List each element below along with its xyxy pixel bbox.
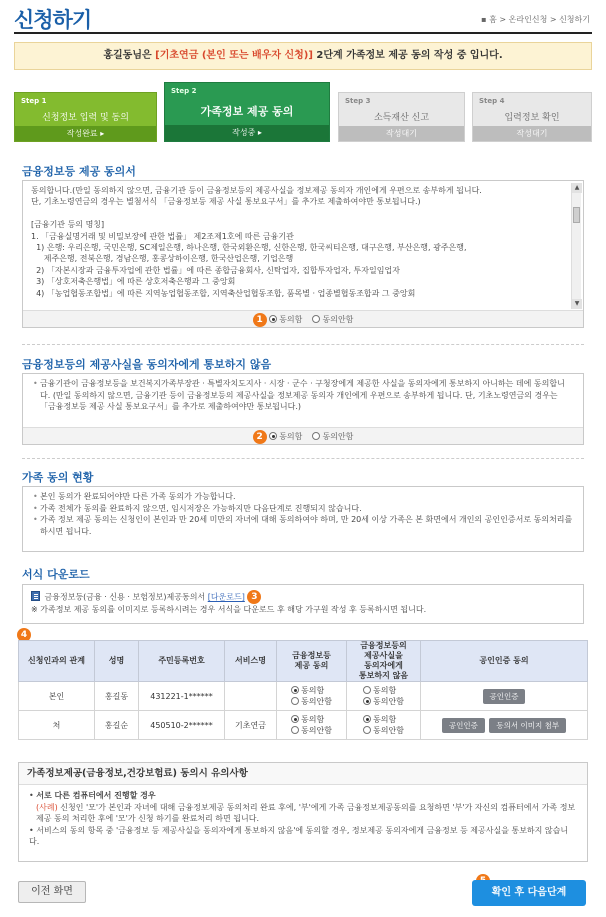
agree-radio[interactable] [363,715,396,724]
callout-badge-4: 4 [17,628,31,642]
family-status-box [22,486,584,552]
scroll-thumb[interactable] [573,207,580,223]
consent1-agree-radio[interactable] [269,315,302,324]
cell-financial-consent [277,682,347,711]
callout-badge-2: 2 [253,430,267,444]
radio-label: 동의안함 [322,315,354,324]
radio-icon [363,715,371,723]
consent1-line [31,208,563,219]
step-3 [338,92,465,142]
disagree-radio[interactable] [291,697,332,706]
agree-radio[interactable] [363,686,396,695]
consent2-agree-radio[interactable] [269,432,302,441]
caution-item: 서비스의 동의 항목 중 '금융정보 등 제공사실을 동의자에게 통보하지 않음'에 동의할 경우, 정보제공 동의자에게 금융정보 등 제공사실을 통보하지 않습니다. [29,825,569,846]
list-item: • 가족 전체가 동의를 완료하지 않으면, 임시저장은 가능하지만 다음단계로 진행되지 않습니다. [33,503,573,515]
consent1-line: 1) 은행: 우리은행, 국민은행, SC제일은행, 하나은행, 한국외환은행, 신한은행, 한국씨티은행, 대구은행, 부산은행, 광주은행, [31,243,467,253]
caution-example-label: (사례) [36,802,58,812]
consent1-line: 2) 「자본시장과 금융투자업에 관한 법률」에 따른 종합금융회사, 신탁업자, 집합투자업자, 투자일임업자 [31,265,400,275]
cert-button[interactable]: 공인인증 [483,689,526,704]
radio-icon [291,697,299,705]
radio-icon [312,432,320,440]
consent1-agree-bar [23,310,583,327]
consent2-title: 금융정보등의 제공사실을 동의자에게 통보하지 않음 [22,358,272,371]
step-1 [14,92,157,142]
caution-heading: 서로 다른 컴퓨터에서 진행할 경우 [36,791,156,800]
progress-notice [14,42,592,70]
consent2-paragraph: • 금융기관이 금융정보등을 보건복지가족부장관 · 특별자치도지사 · 시장 · 군수 · 구청장에게 제공한 사실을 동의자에게 통보하지 아니하는 데에 동의합니다. (만일 동의하지 않으면, 금융기관 등이 금융정보등의 제공사실을 정보제공 동의자 개인에게 우편으로 송부하게 됩니다. 단, 기초노령연금의 경우는 「금융정보등 제공 사실 통보요구서」를 추가로 제출하여야만 통보됩니다.) [33,378,573,413]
cell-name: 홍길순 [95,711,139,740]
step-label: Step 1 [21,97,47,105]
family-status-list [23,487,583,541]
cell-service [225,682,277,711]
divider [22,344,584,345]
step-name: 가족정보 제공 동의 [200,105,294,118]
notice-highlight: [기초연금 (본인 또는 배우자 신청)] [155,50,313,61]
download-file-name: 금융정보등(금융 · 신용 · 보험정보)제공동의서 [44,592,206,602]
consent2-agree-bar [23,427,583,444]
consent1-box [22,180,584,328]
cell-relation: 본인 [19,682,95,711]
column-header: 성명 [95,641,139,682]
download-link[interactable]: [다운로드] [207,592,245,602]
column-header: 금융정보등의 제공사실을 동의자에게 통보하지 않음 [347,641,421,682]
radio-label: 동의안함 [322,432,354,441]
radio-icon [363,697,371,705]
scroll-up-icon[interactable]: ▲ [572,183,582,193]
step-4 [472,92,592,142]
radio-label: 동의안함 [301,697,332,706]
table-row [19,682,588,711]
step-status: 작성완료 ▸ [15,126,156,141]
consent1-text [23,181,583,311]
cell-relation: 처 [19,711,95,740]
step-status: 작성대기 [339,126,464,141]
table-header-row [19,641,588,682]
scroll-down-icon[interactable]: ▼ [572,299,582,309]
step-name: 소득재산 신고 [373,113,430,123]
cell-cert [421,682,588,711]
radio-icon [269,432,277,440]
consent1-disagree-radio[interactable] [312,315,353,324]
consent2-text [23,374,583,417]
consent1-line: [금융기관 등의 명칭] [31,220,105,230]
disagree-radio[interactable] [363,726,404,735]
consent2-box [22,373,584,445]
step-label: Step 3 [345,97,371,105]
radio-icon [291,715,299,723]
notice-prefix: 홍길동님은 [103,50,156,61]
list-item: • 가족 정보 제공 동의는 신청인이 본인과 만 20세 미만의 자녀에 대해 동의하여야 하며, 만 20세 이상 가족은 본 화면에서 개인의 공인인증서로 동의처리를 하시면 됩니다. [33,514,573,537]
document-icon [31,591,40,601]
attach-image-button[interactable]: 동의서 이미지 첨부 [489,718,566,733]
step-status: 작성중 ▸ [165,125,329,141]
consent1-line: 1. 「금융실명거래 및 비밀보장에 관한 법률」 제2조제1호에 따른 금융기관 [31,231,294,241]
step-indicator [14,82,592,142]
radio-label: 동의안함 [301,726,332,735]
radio-label: 동의안함 [373,726,404,735]
prev-button[interactable]: 이전 화면 [18,881,86,903]
callout-badge-3: 3 [247,590,261,604]
caution-body: • 서로 다른 컴퓨터에서 진행할 경우 (사례) 신청인 '모'가 본인과 자녀에 대해 금융정보제공 동의처리 완료 후에, '부'에게 가족 금융정보제공동의를 요청하면 '부'가 자신의 컴퓨터에서 가족 정보제공 동의 처리한 후에 '모'가 신청 하기를 완료처리 하면 됩니다. • 서비스의 동의 항목 중 '금융정보 등 제공사실을 동의자에게 통보하지 않음'에 동의할 경우, 정보제공 동의자에게 금융정보 등 제공사실을 통보하지 않습니다. [29,791,576,846]
page-title: 신청하기 [14,8,92,32]
step-name: 신청정보 입력 및 동의 [42,113,129,123]
cell-no-notify [347,711,421,740]
list-item: • 본인 동의가 완료되어야만 다른 가족 동의가 가능합니다. [33,491,573,503]
consent1-scrollbar[interactable] [571,183,581,309]
consent1-line: 동의합니다.(만일 동의하지 않으면, 금융기관 등이 금융정보등의 제공사실을 정보제공 동의자 개인에게 우편으로 송부하게 됩니다. [31,186,482,195]
table-row [19,711,588,740]
agree-radio[interactable] [291,715,324,724]
disagree-radio[interactable] [363,697,404,706]
cell-no-notify [347,682,421,711]
caution-example: 신청인 '모'가 본인과 자녀에 대해 금융정보제공 동의처리 완료 후에, '부'에게 가족 금융정보제공동의를 요청하면 '부'가 자신의 컴퓨터에서 가족 정보제공 동의 처리한 후에 '모'가 신청 하기를 완료처리 하면 됩니다. [36,802,576,823]
radio-icon [291,686,299,694]
column-header: 서비스명 [225,641,277,682]
radio-label: 동의함 [301,686,325,695]
step-label: Step 4 [479,97,505,105]
column-header: 금융정보등 제공 동의 [277,641,347,682]
consent1-line: 단, 기초노령연금의 경우는 별첨서식 「금융정보등 제공 사실 통보요구서」를 추가로 제출하여야만 통보됩니다.) [31,197,421,207]
cert-button[interactable]: 공인인증 [442,718,485,733]
step-label: Step 2 [171,87,197,95]
radio-icon [363,686,371,694]
consent1-line: 4) 「농업협동조합법」에 따른 지역농업협동조합, 지역축산업협동조합, 품목별 · 업종별협동조합과 그 중앙회 [31,288,416,298]
next-step-button[interactable]: 확인 후 다음단계 [472,880,586,906]
consent1-line: 3) 「상호저축은행법」에 따른 상호저축은행과 그 중앙회 [31,277,236,287]
column-header: 공인인증 동의 [421,641,588,682]
download-box [22,584,584,624]
cell-service: 기초연금 [225,711,277,740]
radio-label: 동의안함 [373,697,404,706]
radio-label: 동의함 [279,315,303,324]
cell-cert [421,711,588,740]
family-status-title: 가족 동의 현황 [22,471,94,484]
download-title: 서식 다운로드 [22,568,90,581]
breadcrumb: ▪ 홈 > 온라인신청 > 신청하기 [481,15,590,24]
consent1-line: 제주은행, 전북은행, 경남은행, 홍콩상하이은행, 한국산업은행, 기업은행 [31,254,294,264]
radio-icon [269,315,277,323]
step-2 [164,82,330,142]
radio-label: 동의함 [373,715,397,724]
disagree-radio[interactable] [291,726,332,735]
agree-radio[interactable] [291,686,324,695]
consent2-disagree-radio[interactable] [312,432,353,441]
consent1-title: 금융정보등 제공 동의서 [22,165,136,178]
radio-label: 동의함 [373,686,397,695]
cell-financial-consent [277,711,347,740]
download-note: ※ 가족정보 제공 동의를 이미지로 등록하시려는 경우 서식을 다운로드 후 해당 가구원 작성 후 등록하시면 됩니다. [31,605,427,614]
radio-label: 동의함 [279,432,303,441]
title-divider [14,32,592,34]
radio-icon [363,726,371,734]
cell-name: 홍길동 [95,682,139,711]
column-header: 신청인과의 관계 [19,641,95,682]
cell-rrn: 450510-2****** [139,711,225,740]
column-header: 주민등록번호 [139,641,225,682]
radio-label: 동의함 [301,715,325,724]
cell-rrn: 431221-1****** [139,682,225,711]
radio-icon [291,726,299,734]
step-name: 입력정보 확인 [504,113,560,123]
family-consent-table [18,640,588,740]
notice-suffix: 2단계 가족정보 제공 동의 작성 중 입니다. [312,50,503,61]
radio-icon [312,315,320,323]
callout-badge-1: 1 [253,313,267,327]
caution-box [18,762,588,862]
caution-title: 가족정보제공(금융정보,건강보험료) 동의시 유의사항 [19,763,587,785]
step-status: 작성대기 [473,126,591,141]
divider [22,458,584,459]
